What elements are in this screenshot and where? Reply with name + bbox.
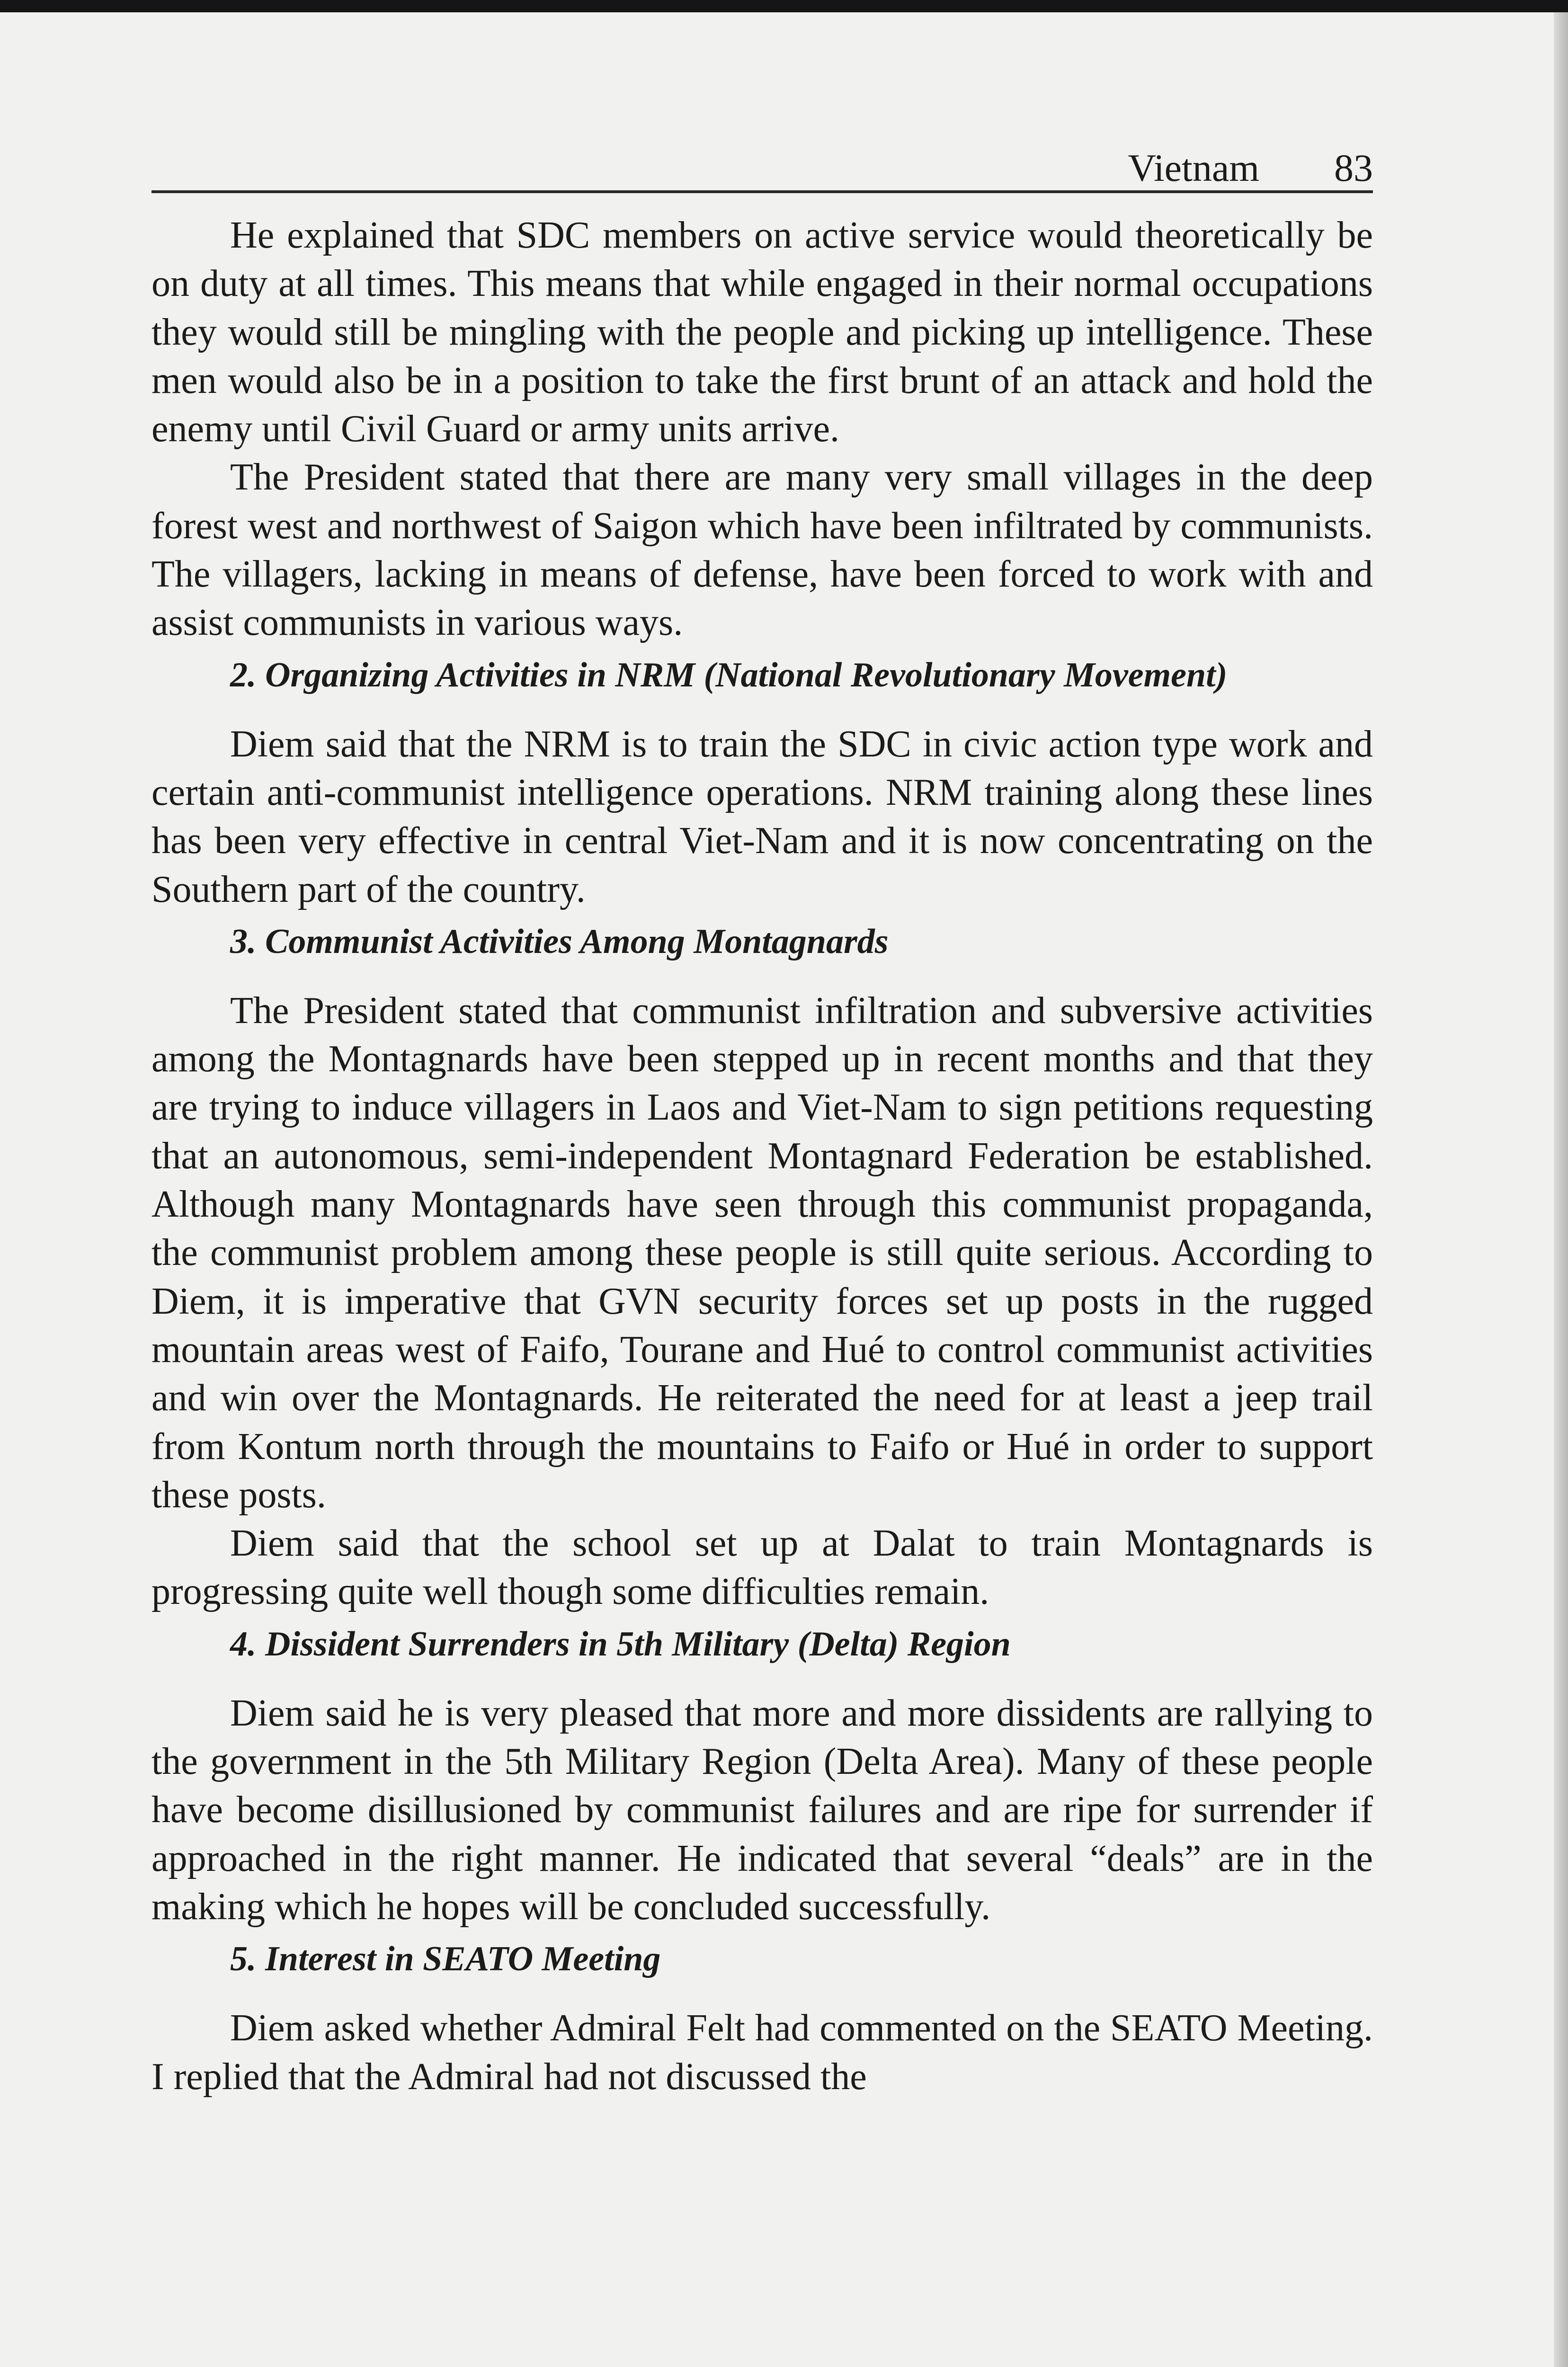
paragraph-nrm-training: Diem said that the NRM is to train the SDC in civic action type work and certain anti-communist intelligence operations. NRM training along these lines has been very effective in central Viet-Nam and it is now concentrating on the Southern part of the country. (151, 723, 1373, 910)
paragraph-dissident-surrenders: Diem said he is very pleased that more and more dissidents are rallying to the government in the 5th Military Region (Delta Area). Many of these people have become disillusioned by communist failures and are ripe for surrender if approached in the right manner. He indicated that several “deals” are in the making which he hopes will be concluded successfully. (151, 1692, 1373, 1928)
paragraph-dalat-school: Diem said that the school set up at Dalat to train Montagnards is progressing quite well though some difficulties remain. (151, 1522, 1373, 1613)
running-title: Vietnam (1128, 146, 1259, 189)
section-heading-5: 5. Interest in SEATO Meeting (230, 1940, 661, 1979)
paragraph-sdc-duty: He explained that SDC members on active service would theoretically be on duty at all times. This means that while engaged in their normal occupations they would still be mingling with the people and picking up intelligence. These men would also be in a position to take the first brunt of an attack and hold the enemy until Civil Guard or army units arrive. (151, 214, 1373, 450)
scan-right-edge (1554, 12, 1568, 2367)
scan-top-border (0, 0, 1568, 12)
section-heading-4: 4. Dissident Surrenders in 5th Military (Delta) Region (230, 1624, 1011, 1664)
page-number: 83 (1334, 146, 1373, 189)
body-text (151, 193, 1373, 2101)
paragraph-montagnards: The President stated that communist infiltration and subversive activities among the Montagnards have been stepped up in recent months and that they are trying to induce villagers in Laos and Viet-​Nam to sign petitions requesting that an autonomous, semi-independent Montagnard Federation be established. Although many Montagnards have seen through this communist propaganda, the communist problem among these people is still quite serious. According to Diem, it is imperative that GVN security forces set up posts in the rugged mountain areas west of Faifo, Tourane and Hué to control communist activities and win over the Montagnards. He reiterated the need for at least a jeep trail from Kontum north through the mountains to Faifo or Hué in order to support these posts. (151, 989, 1373, 1516)
running-head (151, 137, 1373, 193)
paragraph-seato-meeting: Diem asked whether Admiral Felt had commented on the SEATO Meeting. I replied that the Admiral had not discussed the (151, 2007, 1373, 2098)
document-page (151, 137, 1373, 2101)
section-heading-2: 2. Organizing Activities in NRM (National Revolutionary Movement) (230, 655, 1228, 694)
paragraph-villages-infiltrated: The President stated that there are many very small villages in the deep forest west and northwest of Saigon which have been infiltrated by communists. The villagers, lacking in means of defense, have been forced to work with and assist communists in various ways. (151, 456, 1373, 644)
section-heading-3: 3. Communist Activities Among Montagnards (230, 922, 889, 961)
